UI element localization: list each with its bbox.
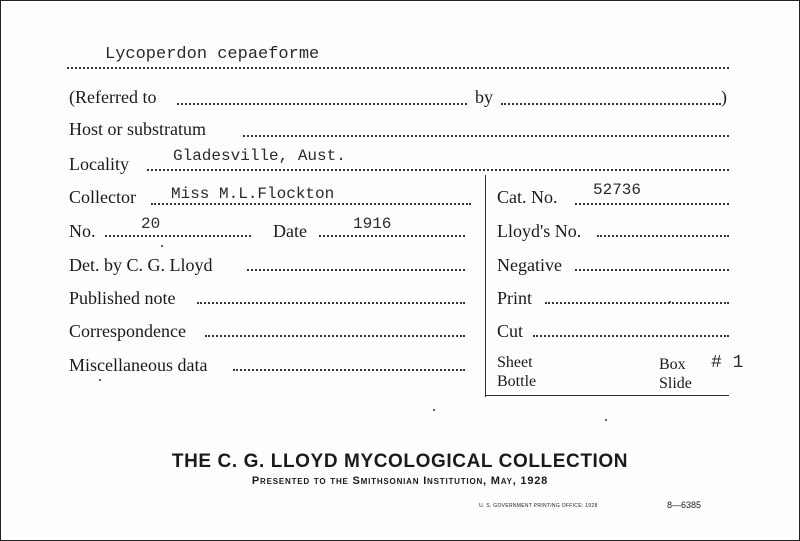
footer-subtitle: Presented to the Smithsonian Institution, May, 1928 (251, 475, 549, 487)
box-value: # 1 (711, 353, 744, 373)
number-line (105, 235, 251, 237)
host-label: Host or substratum (69, 119, 206, 139)
published-line (197, 302, 465, 304)
date-line (319, 235, 465, 237)
negative-label: Negative (497, 255, 562, 275)
correspondence-label: Correspondence (69, 321, 186, 341)
scan-speck (99, 379, 101, 381)
bottle-label: Bottle (497, 373, 537, 390)
sheet-label: Sheet (497, 354, 533, 371)
print-line (545, 302, 729, 304)
footer-title: THE C. G. LLOYD MYCOLOGICAL COLLECTION (171, 451, 629, 472)
species-name: Lycoperdon cepaeforme (105, 45, 320, 64)
referred-line (177, 103, 467, 105)
referred-label: (Referred to (69, 87, 157, 107)
species-line (67, 67, 729, 69)
det-line (247, 269, 465, 271)
printer-imprint: U. S. GOVERNMENT PRINTING OFFICE: 1928 (479, 503, 598, 509)
correspondence-line (205, 335, 465, 337)
cut-label: Cut (497, 321, 524, 341)
scan-speck (605, 419, 607, 421)
negative-line (575, 269, 729, 271)
scan-speck (433, 409, 435, 411)
locality-line (147, 169, 729, 171)
slide-label: Slide (659, 375, 692, 392)
form-number: 8—6385 (667, 500, 702, 510)
cat-no-value: 52736 (593, 181, 642, 199)
lloyds-no-line (597, 235, 729, 237)
scan-speck (669, 301, 671, 303)
catalog-box-bottom-border (485, 395, 729, 396)
locality-label: Locality (69, 154, 129, 174)
det-label: Det. by C. G. Lloyd (69, 255, 213, 275)
date-value: 1916 (353, 215, 392, 233)
scan-speck (161, 245, 163, 247)
collector-line (151, 203, 471, 205)
cut-line (533, 335, 729, 337)
number-value: 20 (141, 215, 161, 233)
collector-label: Collector (69, 187, 136, 207)
print-label: Print (497, 288, 533, 308)
lloyds-no-label: Lloyd's No. (497, 221, 582, 241)
cat-no-label: Cat. No. (497, 187, 558, 207)
cat-no-line (575, 203, 729, 205)
host-line (243, 135, 729, 137)
locality-value: Gladesville, Aust. (173, 147, 346, 165)
misc-label: Miscellaneous data (69, 355, 208, 375)
number-label: No. (69, 221, 96, 241)
referred-by-line (501, 103, 721, 105)
box-label: Box (659, 356, 686, 373)
referred-close: ) (721, 87, 727, 107)
catalog-box-left-border (485, 175, 486, 397)
published-label: Published note (69, 288, 176, 308)
date-label: Date (273, 221, 307, 241)
referred-by-label: by (475, 87, 493, 107)
misc-line (233, 369, 465, 371)
collector-value: Miss M.L.Flockton (171, 185, 335, 203)
